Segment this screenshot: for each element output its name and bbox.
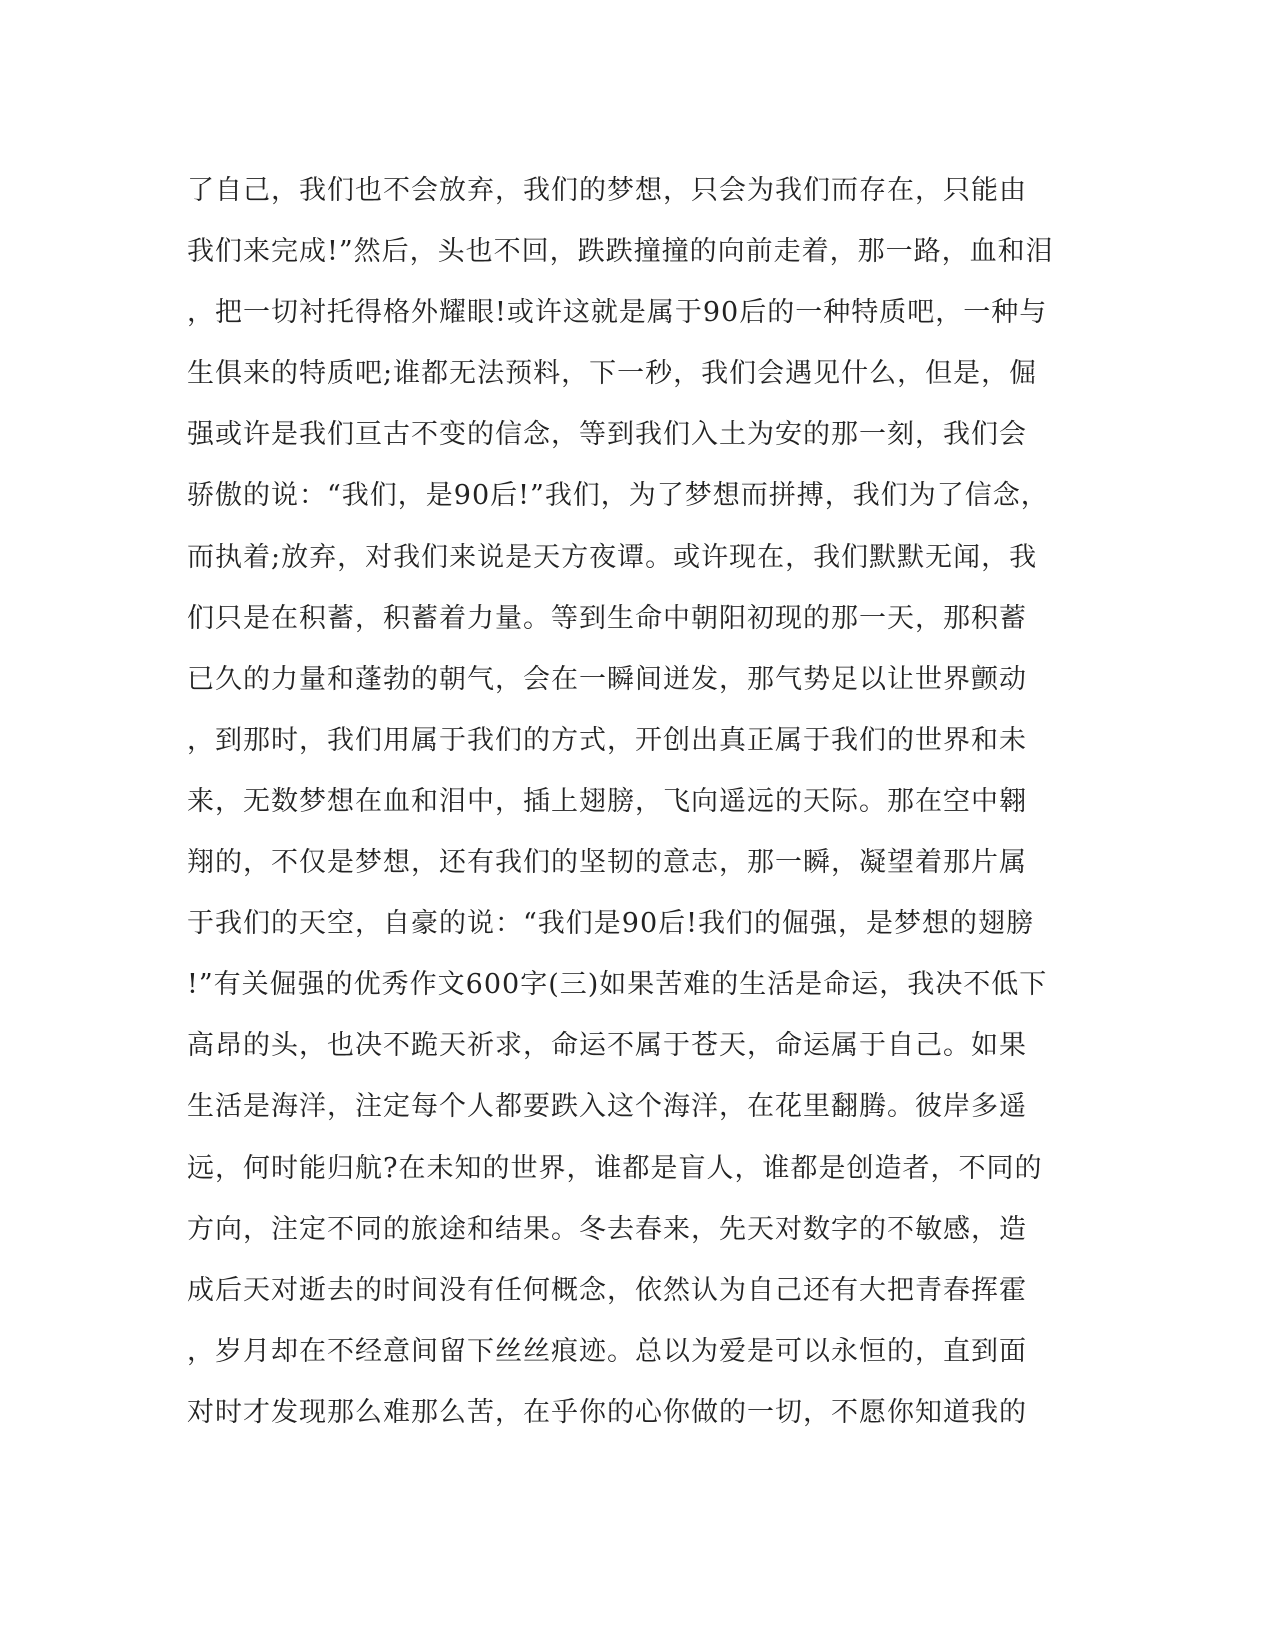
text-line: 生俱来的特质吧;谁都无法预料，下一秒，我们会遇见什么，但是，倔 [187,358,1038,390]
text-line: 来，无数梦想在血和泪中，插上翅膀，飞向遥远的天际。那在空中翱 [187,785,1027,817]
text-line: ，岁月却在不经意间留下丝丝痕迹。总以为爱是可以永恒的，直到面 [187,1335,1027,1367]
text-line: 了自己，我们也不会放弃，我们的梦想，只会为我们而存在，只能由 [187,175,1027,206]
text-line: 们只是在积蓄，积蓄着力量。等到生命中朝阳初现的那一天，那积蓄 [187,602,1027,634]
text-line: 骄傲的说：“我们，是90后!”我们，为了梦想而拼搏，我们为了信念， [187,480,1049,512]
text-line: ，把一切衬托得格外耀眼!或许这就是属于90后的一种特质吧，一种与 [187,297,1048,329]
text-line: 远，何时能归航?在未知的世界，谁都是盲人，谁都是创造者，不同的 [187,1152,1043,1184]
text-line: 于我们的天空，自豪的说：“我们是90后!我们的倔强，是梦想的翅膀 [187,908,1035,940]
text-line: 对时才发现那么难那么苦，在乎你的心你做的一切，不愿你知道我的 [187,1396,1027,1428]
text-line: 而执着;放弃，对我们来说是天方夜谭。或许现在，我们默默无闻，我 [187,541,1038,573]
text-line: 已久的力量和蓬勃的朝气，会在一瞬间迸发，那气势足以让世界颤动 [187,663,1027,695]
text-line: 我们来完成!”然后，头也不回，跌跌撞撞的向前走着，那一路，血和泪 [187,236,1054,268]
text-line: 翔的，不仅是梦想，还有我们的坚韧的意志，那一瞬，凝望着那片属 [187,847,1027,879]
body-text [187,160,1087,1443]
text-line: ，到那时，我们用属于我们的方式，开创出真正属于我们的世界和未 [187,724,1027,756]
text-line: 方向，注定不同的旅途和结果。冬去春来，先天对数字的不敏感，造 [187,1213,1027,1245]
text-line: !”有关倔强的优秀作文600字(三)如果苦难的生活是命运，我决不低下 [187,969,1048,1001]
text-line: 成后天对逝去的时间没有任何概念，依然认为自己还有大把青春挥霍 [187,1274,1027,1306]
text-line: 高昂的头，也决不跪天祈求，命运不属于苍天，命运属于自己。如果 [187,1030,1027,1062]
text-line: 强或许是我们亘古不变的信念，等到我们入土为安的那一刻，我们会 [187,419,1027,451]
text-line: 生活是海洋，注定每个人都要跌入这个海洋，在花里翻腾。彼岸多遥 [187,1091,1027,1123]
